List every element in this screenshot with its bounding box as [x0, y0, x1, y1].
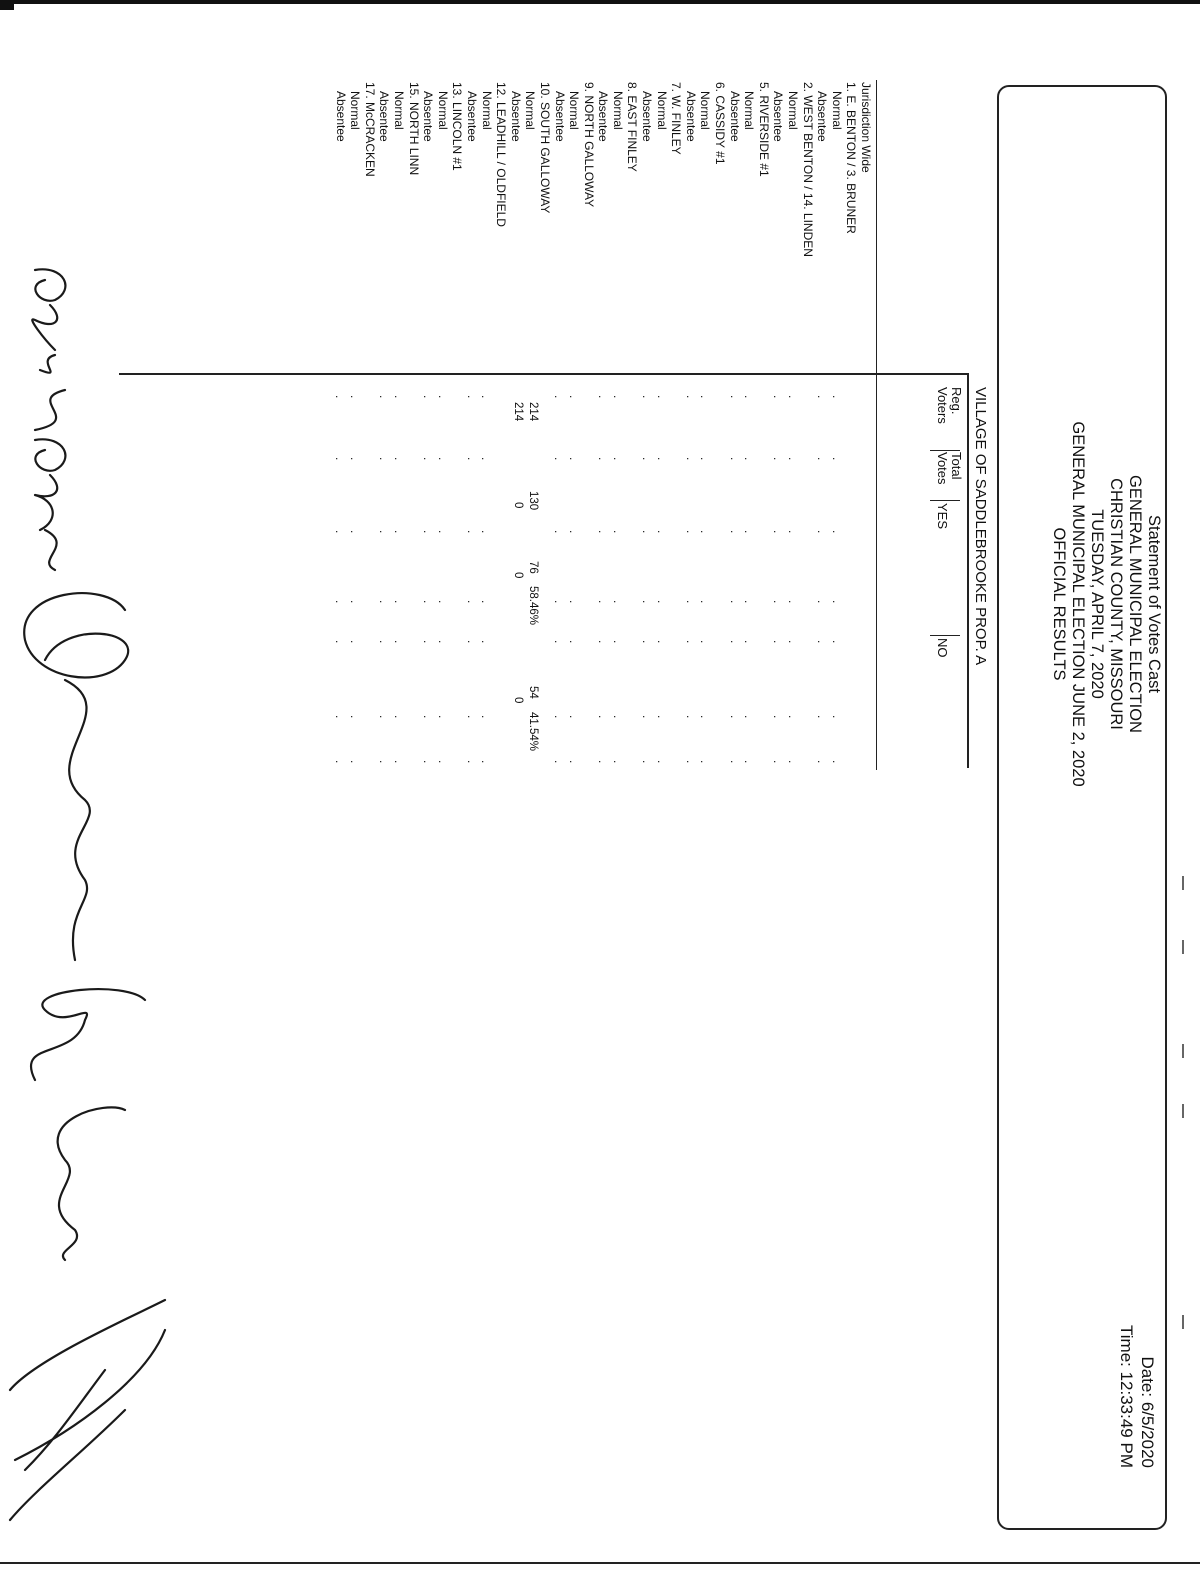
empty-cell-dot: . — [683, 715, 698, 719]
report-title: Statement of Votes Cast — [1145, 515, 1163, 693]
vote-type-row: Normal — [348, 91, 363, 130]
empty-cell-dot: . — [698, 530, 713, 534]
vote-type-row: Absentee — [333, 91, 348, 142]
empty-cell-dot: . — [435, 530, 450, 534]
empty-cell-dot: . — [829, 640, 844, 644]
empty-cell-dot: . — [596, 760, 611, 764]
empty-cell-dot: . — [348, 760, 362, 764]
empty-cell-dot: . — [640, 530, 654, 534]
empty-cell-dot: . — [348, 457, 362, 461]
empty-cell-dot: . — [683, 395, 698, 399]
empty-cell-dot: . — [727, 760, 742, 764]
results-status: OFFICIAL RESULTS — [1050, 527, 1068, 681]
column-separator — [930, 450, 960, 451]
normal-total-votes: 130 — [527, 491, 539, 511]
report-time: Time: 12:33:49 PM — [1117, 1325, 1136, 1468]
signature-4 — [10, 1300, 165, 1520]
empty-cell-dot: . — [654, 715, 669, 719]
normal-yes-votes: 76 — [527, 561, 539, 574]
signature-1 — [32, 269, 65, 430]
empty-cell-dot: . — [771, 760, 786, 764]
empty-cell-dot: . — [742, 530, 757, 534]
empty-cell-dot: . — [771, 395, 786, 399]
empty-cell-dot: . — [654, 457, 669, 461]
empty-cell-dot: . — [786, 600, 800, 604]
empty-cell-dot: . — [464, 530, 479, 534]
table-rule — [876, 80, 877, 770]
empty-cell-dot: . — [479, 600, 494, 604]
empty-cell-dot: . — [348, 395, 362, 399]
empty-cell-dot: . — [435, 640, 450, 644]
vote-type-row: Normal — [698, 91, 713, 130]
empty-cell-dot: . — [377, 715, 392, 719]
empty-cell-dot: . — [610, 530, 625, 534]
empty-cell-dot: . — [333, 457, 348, 461]
empty-cell-dot: . — [815, 760, 830, 764]
empty-cell-dot: . — [391, 715, 406, 719]
table-rule — [119, 373, 969, 375]
empty-cell-dot: . — [421, 395, 435, 399]
empty-cell-dot: . — [435, 760, 450, 764]
empty-cell-dot: . — [610, 457, 625, 461]
empty-cell-dot: . — [610, 640, 625, 644]
empty-cell-dot: . — [683, 530, 698, 534]
vote-type-row: Normal — [523, 91, 538, 130]
empty-cell-dot: . — [421, 715, 435, 719]
empty-cell-dot: . — [596, 640, 611, 644]
empty-cell-dot: . — [727, 530, 742, 534]
empty-cell-dot: . — [435, 715, 450, 719]
empty-cell-dot: . — [552, 640, 567, 644]
empty-cell-dot: . — [698, 640, 713, 644]
empty-cell-dot: . — [771, 600, 786, 604]
normal-yes-pct: 58.46% — [527, 586, 539, 626]
empty-cell-dot: . — [698, 395, 713, 399]
empty-cell-dot: . — [771, 457, 786, 461]
vote-type-row: Normal — [392, 91, 406, 130]
empty-cell-dot: . — [567, 760, 581, 764]
empty-cell-dot: . — [391, 457, 406, 461]
empty-cell-dot: . — [391, 760, 406, 764]
vote-type-row: Absentee — [552, 91, 567, 142]
empty-cell-dot: . — [377, 760, 392, 764]
empty-cell-dot: . — [596, 395, 611, 399]
jurisdiction-row: Jurisdiction Wide — [859, 82, 873, 173]
empty-cell-dot: . — [567, 640, 581, 644]
column-header-line: Votes — [935, 452, 950, 485]
empty-cell-dot: . — [596, 600, 611, 604]
jurisdiction-row: 12. LEADHILL / OLDFIELD — [494, 82, 509, 227]
empty-cell-dot: . — [479, 457, 494, 461]
empty-cell-dot: . — [333, 530, 348, 534]
empty-cell-dot: . — [552, 760, 567, 764]
empty-cell-dot: . — [464, 715, 479, 719]
empty-cell-dot: . — [552, 600, 567, 604]
empty-cell-dot: . — [377, 600, 392, 604]
empty-cell-dot: . — [698, 760, 713, 764]
empty-cell-dot: . — [421, 600, 435, 604]
report-date: Date: 6/5/2020 — [1138, 1356, 1157, 1468]
empty-cell-dot: . — [377, 457, 392, 461]
empty-cell-dot: . — [640, 395, 654, 399]
empty-cell-dot: . — [348, 600, 362, 604]
empty-cell-dot: . — [683, 760, 698, 764]
column-header-reg-voters — [935, 387, 963, 424]
empty-cell-dot: . — [727, 715, 742, 719]
jurisdiction-row: 7. W. FINLEY — [669, 82, 684, 155]
empty-cell-dot: . — [815, 395, 830, 399]
report-header — [1049, 0, 1163, 1208]
empty-cell-dot: . — [654, 640, 669, 644]
county-name: CHRISTIAN COUNTY, MISSOURI — [1107, 478, 1125, 730]
empty-cell-dot: . — [377, 395, 392, 399]
empty-cell-dot: . — [727, 600, 742, 604]
empty-cell-dot: . — [683, 600, 698, 604]
empty-cell-dot: . — [829, 715, 844, 719]
empty-cell-dot: . — [567, 457, 581, 461]
absentee-yes-votes: 0 — [512, 572, 524, 579]
signature-3 — [31, 989, 145, 1260]
empty-cell-dot: . — [391, 530, 406, 534]
jurisdiction-list — [333, 82, 873, 282]
empty-cell-dot: . — [333, 395, 348, 399]
vote-type-row: Normal — [742, 91, 757, 130]
empty-cell-dot: . — [421, 457, 435, 461]
column-header-line: Total — [949, 452, 964, 480]
empty-cell-dot: . — [815, 715, 830, 719]
jurisdiction-row: 10. SOUTH GALLOWAY — [537, 82, 552, 214]
empty-cell-dot: . — [567, 600, 581, 604]
empty-cell-dot: . — [567, 715, 581, 719]
empty-cell-dot: . — [421, 760, 435, 764]
empty-cell-dot: . — [727, 457, 742, 461]
empty-cell-dot: . — [698, 715, 713, 719]
empty-cell-dot: . — [610, 395, 625, 399]
empty-cell-dot: . — [348, 640, 362, 644]
empty-cell-dot: . — [435, 457, 450, 461]
empty-cell-dot: . — [742, 395, 757, 399]
empty-cell-dot: . — [698, 457, 713, 461]
column-header-line: Voters — [935, 387, 950, 424]
empty-cell-dot: . — [610, 760, 625, 764]
empty-cell-dot: . — [654, 395, 669, 399]
jurisdiction-row: 6. CASSIDY #1 — [713, 82, 728, 165]
vote-type-row: Normal — [610, 91, 625, 130]
empty-cell-dot: . — [333, 640, 348, 644]
empty-cell-dot: . — [654, 600, 669, 604]
signature-2 — [24, 593, 128, 960]
absentee-no-votes: 0 — [512, 697, 524, 704]
empty-cell-dot: . — [552, 395, 567, 399]
rescheduled-election: GENERAL MUNICIPAL ELECTION JUNE 2, 2020 — [1069, 421, 1087, 787]
jurisdiction-row: 1. E. BENTON / 3. BRUNER — [844, 82, 859, 234]
empty-cell-dot: . — [640, 760, 654, 764]
empty-cell-dot: . — [377, 530, 392, 534]
column-separator — [930, 500, 960, 501]
normal-no-pct: 41.54% — [527, 712, 539, 752]
empty-cell-dot: . — [654, 530, 669, 534]
jurisdiction-row: 17. McCRACKEN — [362, 82, 377, 177]
empty-cell-dot: . — [377, 640, 392, 644]
empty-cell-dot: . — [596, 530, 611, 534]
empty-cell-dot: . — [742, 640, 757, 644]
empty-cell-dot: . — [479, 760, 494, 764]
column-header-total-votes — [935, 452, 963, 485]
empty-cell-dot: . — [742, 457, 757, 461]
empty-cell-dot: . — [464, 457, 479, 461]
absentee-total-votes: 0 — [512, 502, 524, 509]
vote-type-row: Normal — [479, 91, 494, 130]
empty-cell-dot: . — [640, 640, 654, 644]
empty-cell-dot: . — [479, 715, 494, 719]
empty-cell-dot: . — [421, 530, 435, 534]
empty-cell-dot: . — [640, 600, 654, 604]
empty-cell-dot: . — [567, 530, 581, 534]
official-signatures — [0, 260, 185, 1560]
empty-cell-dot: . — [829, 760, 844, 764]
empty-cell-dot: . — [552, 715, 567, 719]
empty-cell-dot: . — [640, 457, 654, 461]
vote-type-row: Absentee — [815, 91, 830, 142]
vote-type-row: Absentee — [683, 91, 698, 142]
signature-1b — [35, 439, 65, 570]
empty-cell-dot: . — [333, 715, 348, 719]
vote-type-row: Absentee — [727, 91, 742, 142]
election-date: TUESDAY, APRIL 7, 2020 — [1088, 509, 1106, 699]
vote-type-row: Absentee — [508, 91, 523, 142]
empty-cell-dot: . — [640, 715, 654, 719]
vote-type-row: Normal — [654, 91, 669, 130]
empty-cell-dot: . — [683, 640, 698, 644]
column-separator — [930, 635, 960, 636]
empty-cell-dot: . — [786, 530, 800, 534]
empty-cell-dot: . — [771, 640, 786, 644]
empty-cell-dot: . — [596, 715, 611, 719]
empty-cell-dot: . — [829, 530, 844, 534]
column-header-yes: YES — [935, 503, 950, 530]
scan-border-bottom — [0, 1562, 1200, 1564]
jurisdiction-row: 15. NORTH LINN — [406, 82, 421, 176]
vote-type-row: Absentee — [464, 91, 479, 142]
column-header-line: Reg. — [949, 387, 964, 415]
empty-cell-dot: . — [552, 530, 567, 534]
empty-cell-dot: . — [464, 760, 479, 764]
empty-cell-dot: . — [698, 600, 713, 604]
empty-cell-dot: . — [479, 395, 494, 399]
empty-cell-dot: . — [683, 457, 698, 461]
jurisdiction-row: 13. LINCOLN #1 — [450, 82, 465, 171]
jurisdiction-row: 9. NORTH GALLOWAY — [581, 82, 596, 208]
empty-cell-dot: . — [391, 640, 406, 644]
table-rule — [967, 373, 969, 768]
vote-type-row: Absentee — [771, 91, 786, 142]
vote-type-row: Absentee — [377, 91, 392, 142]
empty-cell-dot: . — [421, 640, 435, 644]
empty-cell-dot: . — [815, 457, 830, 461]
empty-cell-dot: . — [552, 457, 567, 461]
contest-title: VILLAGE OF SADDLEBROOKE PROP. A — [972, 387, 989, 666]
jurisdiction-row: 5. RIVERSIDE #1 — [756, 82, 771, 177]
empty-cell-dot: . — [829, 395, 844, 399]
empty-cell-dot: . — [435, 600, 450, 604]
election-name: GENERAL MUNICIPAL ELECTION — [1126, 475, 1144, 733]
jurisdiction-row: 8. EAST FINLEY — [625, 82, 640, 172]
vote-type-row: Normal — [786, 91, 801, 130]
empty-cell-dot: . — [391, 395, 406, 399]
empty-cell-dot: . — [610, 600, 625, 604]
empty-cell-dot: . — [333, 600, 348, 604]
report-timestamp — [1116, 1325, 1158, 1468]
empty-cell-dot: . — [829, 457, 844, 461]
empty-cell-dot: . — [742, 715, 757, 719]
empty-cell-dot: . — [786, 715, 800, 719]
vote-type-row: Normal — [435, 91, 450, 130]
empty-cell-dot: . — [435, 395, 450, 399]
empty-cell-dot: . — [464, 395, 479, 399]
empty-cell-dot: . — [786, 640, 800, 644]
normal-reg-voters: 214 — [527, 402, 539, 422]
empty-cell-dot: . — [348, 530, 362, 534]
empty-cell-dot: . — [786, 457, 800, 461]
empty-cell-dot: . — [479, 640, 494, 644]
empty-cell-dot: . — [596, 457, 611, 461]
empty-cell-dot: . — [727, 395, 742, 399]
jurisdiction-row: 2. WEST BENTON / 14. LINDEN — [800, 82, 815, 257]
empty-cell-dot: . — [391, 600, 406, 604]
vote-type-row: Absentee — [421, 91, 436, 142]
empty-cell-dot: . — [333, 760, 348, 764]
empty-cell-dot: . — [479, 530, 494, 534]
empty-cell-dot: . — [815, 600, 830, 604]
empty-cell-dot: . — [348, 715, 362, 719]
empty-cell-dot: . — [786, 395, 800, 399]
empty-cell-dot: . — [464, 640, 479, 644]
vote-type-row: Absentee — [640, 91, 655, 142]
column-header-no: NO — [935, 638, 950, 658]
vote-type-row: Normal — [567, 91, 582, 130]
empty-cell-dot: . — [815, 530, 830, 534]
empty-cell-dot: . — [771, 530, 786, 534]
empty-cell-dot: . — [771, 715, 786, 719]
empty-cell-dot: . — [815, 640, 830, 644]
empty-cell-dot: . — [727, 640, 742, 644]
empty-cell-dot: . — [567, 395, 581, 399]
empty-cell-dot: . — [829, 600, 844, 604]
vote-type-row: Normal — [829, 91, 844, 130]
empty-cell-dot: . — [654, 760, 669, 764]
normal-no-votes: 54 — [527, 686, 539, 699]
empty-cell-dot: . — [742, 760, 757, 764]
empty-cell-dot: . — [464, 600, 479, 604]
absentee-reg-voters: 214 — [512, 402, 524, 422]
vote-type-row: Absentee — [596, 91, 611, 142]
empty-cell-dot: . — [786, 760, 800, 764]
empty-cell-dot: . — [610, 715, 625, 719]
empty-cell-dot: . — [742, 600, 757, 604]
